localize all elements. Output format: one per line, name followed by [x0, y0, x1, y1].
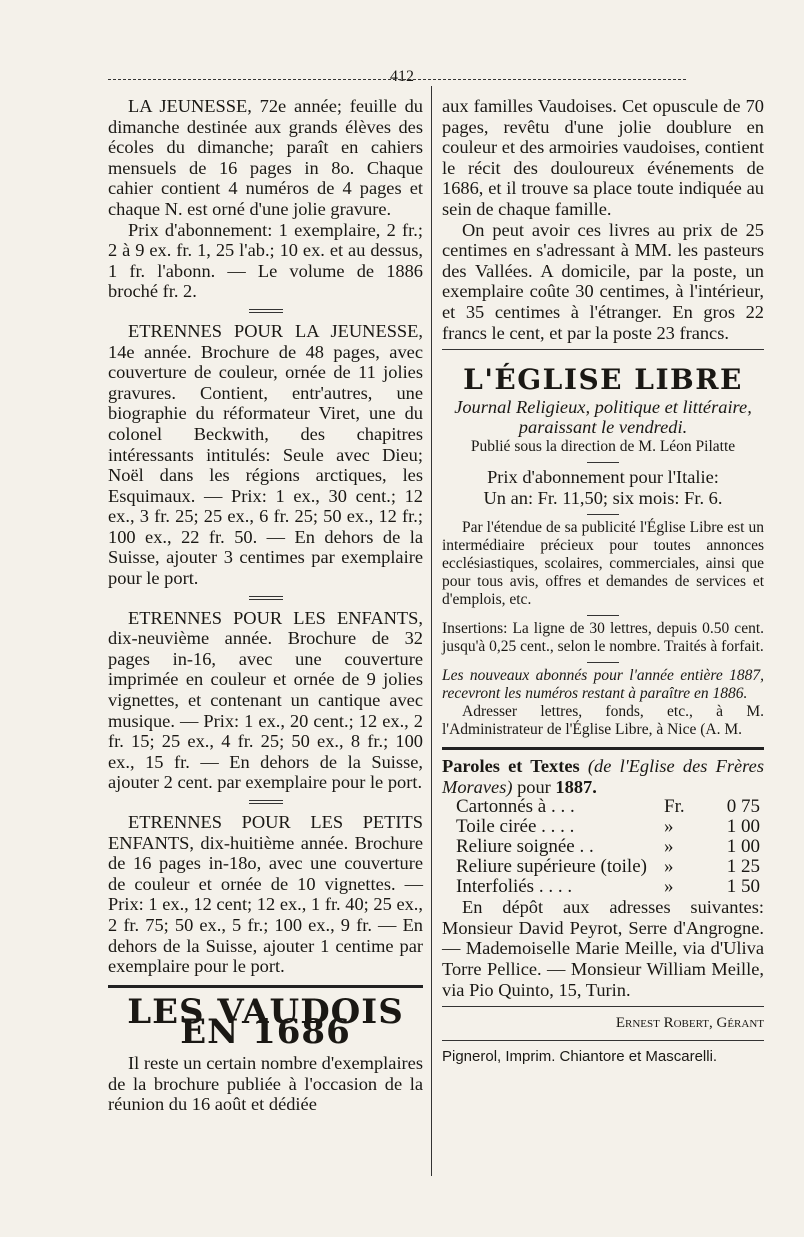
insertions-text: Insertions: La ligne de 30 lettres, depuis 0.50 cent. jusqu'à 0,25 cent., selon le nombre. Traités à forfait.	[442, 620, 764, 656]
vaudois-continued: aux familles Vaudoises. Cet opuscule de 70 pages, revêtu d'une jolie doublure en couleur et des armoiries vaudoises, contient le récit des douloureux événements de 1686, et il trouve sa place toute indiquée au sein de chaque famille.	[442, 96, 764, 219]
right-column	[442, 96, 764, 1067]
etrennes-jeunesse: ETRENNES POUR LA JEUNESSE, 14e année. Brochure de 48 pages, avec couverture de couleur, ornée de 11 jolies gravures. Contient, entr'autres, une biographie du réformateur Viret, une du colonel Beckwith, des chapitres intéressants intitulés: Seule avec Dieu; Noël dans les régions arctiques, les Esquimaux. — Prix: 1 ex., 30 cent.; 12 ex., 3 fr. 25; 25 ex., 6 fr. 25; 50 ex., 12 fr.; 100 ex., 22 fr. 50. — En dehors de la Suisse, ajouter 3 centimes par exemplaire pour le port.	[108, 320, 423, 589]
vaudois-text: Il reste un certain nombre d'exemplaires de la brochure publiée à l'occasion de la réunion du 16 août et dédiée	[108, 1052, 423, 1115]
eglise-libre-title: L'ÉGLISE LIBRE	[463, 363, 743, 397]
eglise-subtitle-2: paraissant le vendredi.	[518, 417, 688, 438]
price-table	[442, 797, 764, 897]
price-value: 0 75	[726, 796, 760, 818]
section-rule	[442, 1006, 764, 1007]
eglise-direction: Publié sous la direction de M. Léon Pilatte	[470, 437, 736, 455]
left-column	[108, 96, 423, 1115]
gerant-signature: Ernest Robert, Gérant	[615, 1015, 764, 1032]
price-value: 1 50	[726, 876, 760, 898]
price-row	[442, 797, 764, 817]
section-rule	[442, 1040, 764, 1041]
section-rule	[442, 747, 764, 750]
separator	[249, 596, 283, 600]
price-currency: »	[664, 876, 674, 898]
price-currency: Fr.	[664, 796, 685, 818]
price-value: 1 00	[726, 836, 760, 858]
price-currency: »	[664, 816, 674, 838]
abonnement-price: Un an: Fr. 11,50; six mois: Fr. 6.	[483, 487, 723, 508]
paroles-heading	[442, 756, 764, 797]
depot-text: En dépôt aux adresses suivantes: Monsieur David Peyrot, Serre d'Angrogne. — Mademoiselle Marie Meille, via d'Uliva Torre Pellice. — Monsieur William Meille, via Pio Quinto, 15, Turin.	[442, 897, 764, 1000]
price-label: Reliure supérieure (toile)	[456, 856, 647, 878]
separator	[587, 662, 619, 663]
price-label: Toile cirée . . . .	[456, 816, 575, 838]
jeunesse-subscription: Prix d'abonnement: 1 exemplaire, 2 fr.; 2 à 9 ex. fr. 1, 25 l'ab.; 10 ex. et au dessus, 1 fr. l'abonn. — Le volume de 1886 broché fr. 2.	[108, 219, 423, 302]
page-number: 412	[390, 68, 414, 85]
printer-imprint: Pignerol, Imprim. Chiantore et Mascarelli.	[442, 1047, 718, 1065]
price-label: Interfoliés . . . .	[456, 876, 573, 898]
nouveaux-abonnes: Les nouveaux abonnés pour l'année entière 1887, recevront les numéros restant à paraître en 1886.	[442, 667, 764, 703]
price-row	[442, 817, 764, 837]
top-rule	[108, 79, 686, 80]
separator	[587, 514, 619, 515]
jeunesse-description: LA JEUNESSE, 72e année; feuille du dimanche destinée aux grands élèves des écoles du dimanche; paraît en cahiers mensuels de 16 pages in 8o. Chaque cahier contient 4 numéros de 4 pages et chaque N. est orné d'une jolie gravure.	[108, 96, 423, 219]
column-divider	[431, 86, 432, 1176]
section-rule	[442, 349, 764, 350]
price-label: Reliure soignée . .	[456, 836, 594, 858]
paroles-italic: (de l'Eglise des Frères Moraves)	[442, 756, 764, 797]
adresser-text: Adresser lettres, fonds, etc., à M. l'Administrateur de l'Église Libre, à Nice (A. M.	[442, 703, 764, 739]
etrennes-enfants: ETRENNES POUR LES ENFANTS, dix-neuvième année. Brochure de 32 pages in-16, avec une couverture imprimée en couleur et ornée de 9 jolies vignettes, et contenant un cantique avec musique. — Prix: 1 ex., 20 cent.; 12 ex., 2 fr. 15; 25 ex., 4 fr. 25; 50 ex., 8 fr.; 100 ex., 15 fr. — En dehors de la Suisse, ajouter 2 cent. par exemplaire pour le port.	[108, 607, 423, 793]
price-row	[442, 857, 764, 877]
price-row	[442, 877, 764, 897]
eglise-subtitle: Journal Religieux, politique et littéraire,	[454, 396, 752, 417]
price-value: 1 00	[726, 816, 760, 838]
separator	[587, 462, 619, 463]
publicite-text: Par l'étendue de sa publicité l'Église Libre est un intermédiaire précieux pour toutes annonces ecclésiastiques, scolaires, commerciales, ainsi que pour tous avis, offres et demandes de services et d'emplois, etc.	[442, 519, 764, 609]
section-rule	[108, 985, 423, 988]
abonnement-heading: Prix d'abonnement pour l'Italie:	[487, 466, 719, 487]
paroles-pour: pour	[517, 776, 551, 797]
vaudois-title: LES VAUDOIS EN 1686	[127, 991, 404, 1053]
price-value: 1 25	[726, 856, 760, 878]
separator	[587, 615, 619, 616]
separator	[249, 800, 283, 804]
price-row	[442, 837, 764, 857]
separator	[249, 309, 283, 313]
paroles-year: 1887.	[555, 776, 597, 797]
paroles-title: Paroles et Textes	[442, 756, 580, 777]
etrennes-petits-enfants: ETRENNES POUR LES PETITS ENFANTS, dix-huitième année. Brochure de 16 pages in-18o, avec une couverture de couleur et ornée de 10 vignettes. — Prix: 1 ex., 12 cent; 12 ex., 1 fr. 40; 25 ex., 2 fr. 75; 50 ex., 5 fr.; 100 ex., 9 fr. — En dehors de la Suisse, ajouter 1 centime par exemplaire pour le port.	[108, 812, 423, 977]
price-currency: »	[664, 856, 674, 878]
price-label: Cartonnés à . . .	[456, 796, 575, 818]
vaudois-price: On peut avoir ces livres au prix de 25 centimes en s'adressant à MM. les pasteurs des Vallées. A domicile, par la poste, un exemplaire coûte 30 centimes, à l'intérieur, et 35 centimes à l'étranger. En gros 22 francs le cent, et par la poste 23 francs.	[442, 219, 764, 343]
price-currency: »	[664, 836, 674, 858]
